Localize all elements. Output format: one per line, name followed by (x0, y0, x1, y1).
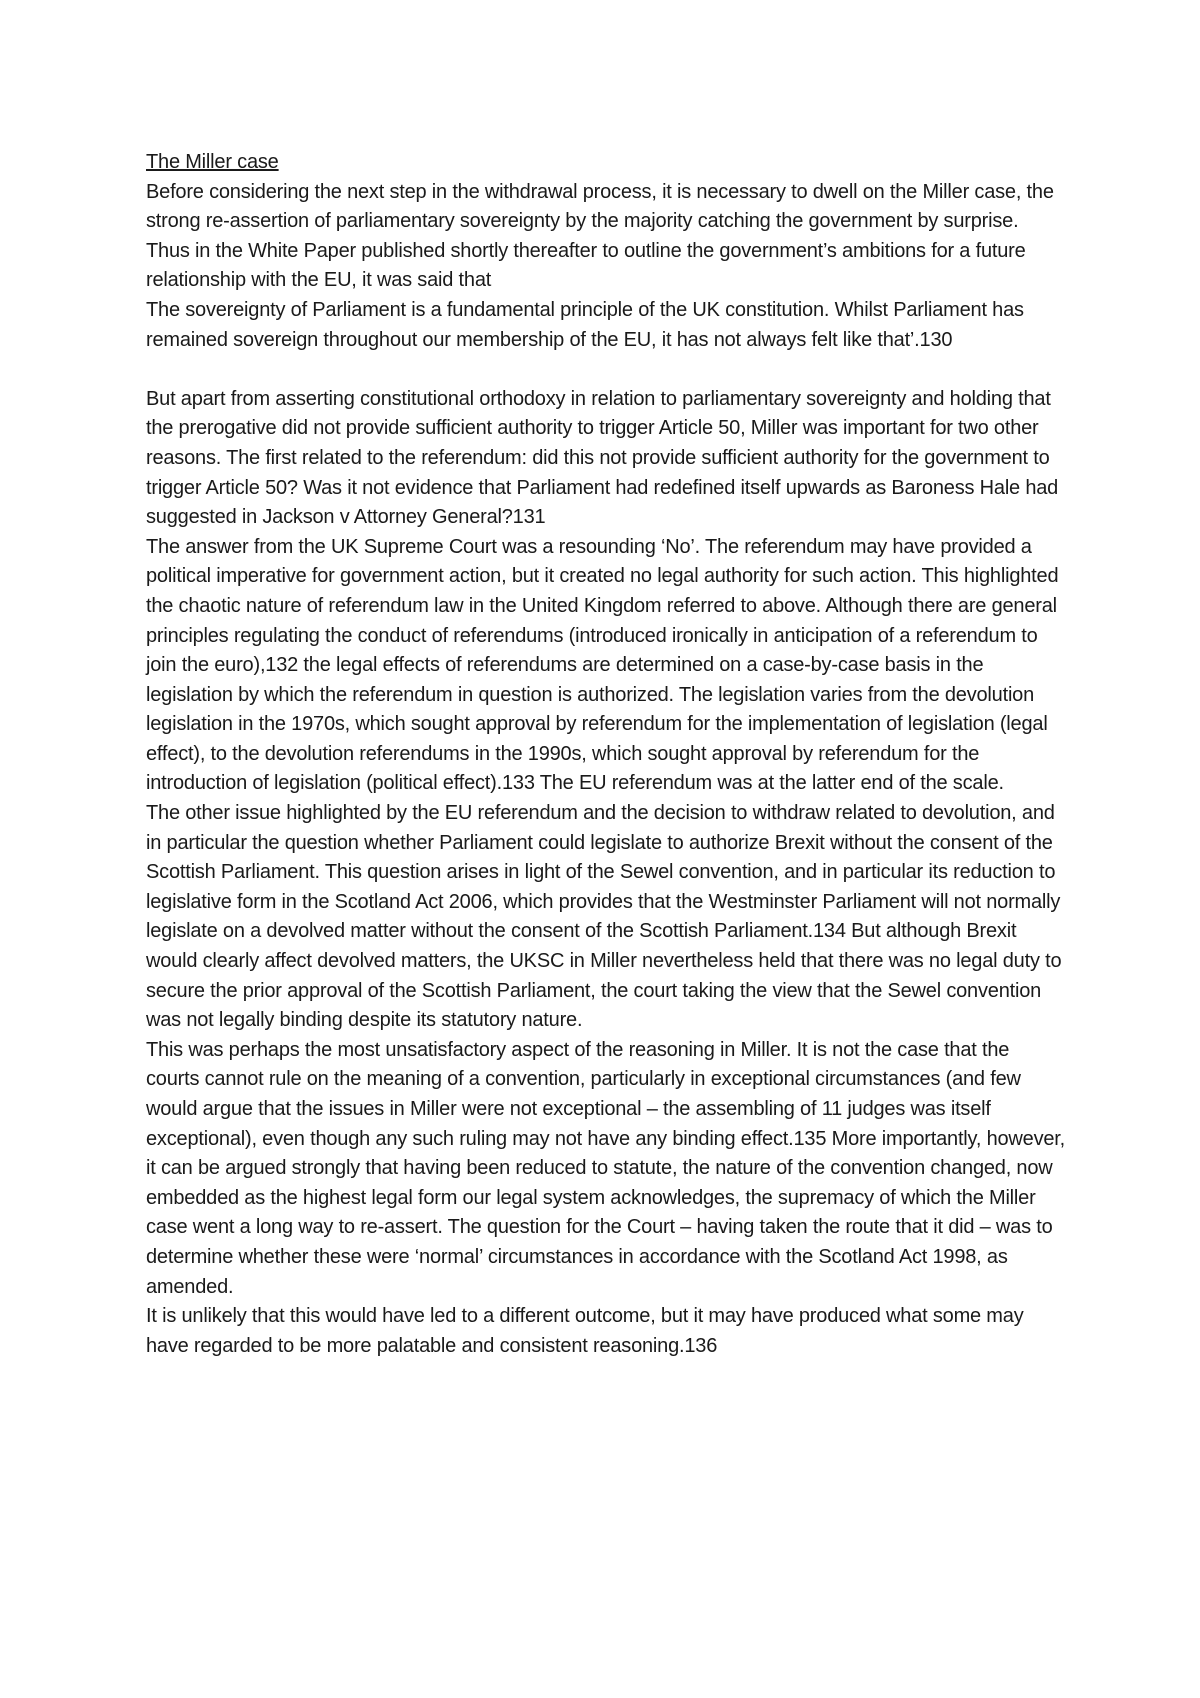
paragraph-conclusion: It is unlikely that this would have led to a different outcome, but it may have produced what some may have regarded to be more palatable and consistent reasoning.136 (146, 1305, 1024, 1357)
paragraph-reasons: But apart from asserting constitutional orthodoxy in relation to parliamentary sovereignty and holding that the prerogative did not provide sufficient authority to trigger Article 50, Miller was important for two other reasons. The first related to the referendum: did this not provide sufficient authority for the government to trigger Article 50? Was it not evidence that Parliament had redefined itself upwards as Baroness Hale had suggested in Jackson v Attorney General?131 (146, 387, 1059, 529)
paragraph-critique: This was perhaps the most unsatisfactory aspect of the reasoning in Miller. It is not the case that the courts cannot rule on the meaning of a convention, particularly in exceptional circumstances (and few would argue that the issues in Miller were not exceptional – the assembling of 11 judges was itself exceptional), even though any such ruling may not have any binding effect.135 More importantly, however, it can be argued strongly that having been reduced to statute, the nature of the convention changed, now embedded as the highest legal form our legal system acknowledges, the supremacy of which the Miller case went a long way to re-assert. The question for the Court – having taken the route that it did – was to determine whether these were ‘normal’ circumstances in accordance with the Scotland Act 1998, as amended. (146, 1038, 1066, 1298)
document-body (146, 148, 1066, 1361)
paragraph-intro: Before considering the next step in the withdrawal process, it is necessary to dwell on the Miller case, the strong re-assertion of parliamentary sovereignty by the majority catching the government by surprise. Thus in the White Paper published shortly thereafter to outline the government’s ambitions for a future relationship with the EU, it was said that (146, 180, 1054, 292)
section-title: The Miller case (146, 151, 279, 173)
paragraph-quote: The sovereignty of Parliament is a fundamental principle of the UK constitution. Whilst Parliament has remained sovereign throughout our membership of the EU, it has not always felt like that’.130 (146, 298, 1024, 351)
paragraph-devolution: The other issue highlighted by the EU referendum and the decision to withdraw related to devolution, and in particular the question whether Parliament could legislate to authorize Brexit without the consent of the Scottish Parliament. This question arises in light of the Sewel convention, and in particular its reduction to legislative form in the Scotland Act 2006, which provides that the Westminster Parliament will not normally legislate on a devolved matter without the consent of the Scottish Parliament.134 But although Brexit would clearly affect devolved matters, the UKSC in Miller nevertheless held that there was no legal duty to secure the prior approval of the Scottish Parliament, the court taking the view that the Sewel convention was not legally binding despite its statutory nature. (146, 802, 1062, 1032)
paragraph-referendum: The answer from the UK Supreme Court was a resounding ‘No’. The referendum may have provided a political imperative for government action, but it created no legal authority for such action. This highlighted the chaotic nature of referendum law in the United Kingdom referred to above. Although there are general principles regulating the conduct of referendums (introduced ironically in anticipation of a referendum to join the euro),132 the legal effects of referendums are determined on a case-by-case basis in the legislation by which the referendum in question is authorized. The legislation varies from the devolution legislation in the 1970s, which sought approval by referendum for the implementation of legislation (legal effect), to the devolution referendums in the 1990s, which sought approval by referendum for the introduction of legislation (political effect).133 The EU referendum was at the latter end of the scale. (146, 535, 1059, 795)
paragraph-spacer (146, 355, 1066, 385)
